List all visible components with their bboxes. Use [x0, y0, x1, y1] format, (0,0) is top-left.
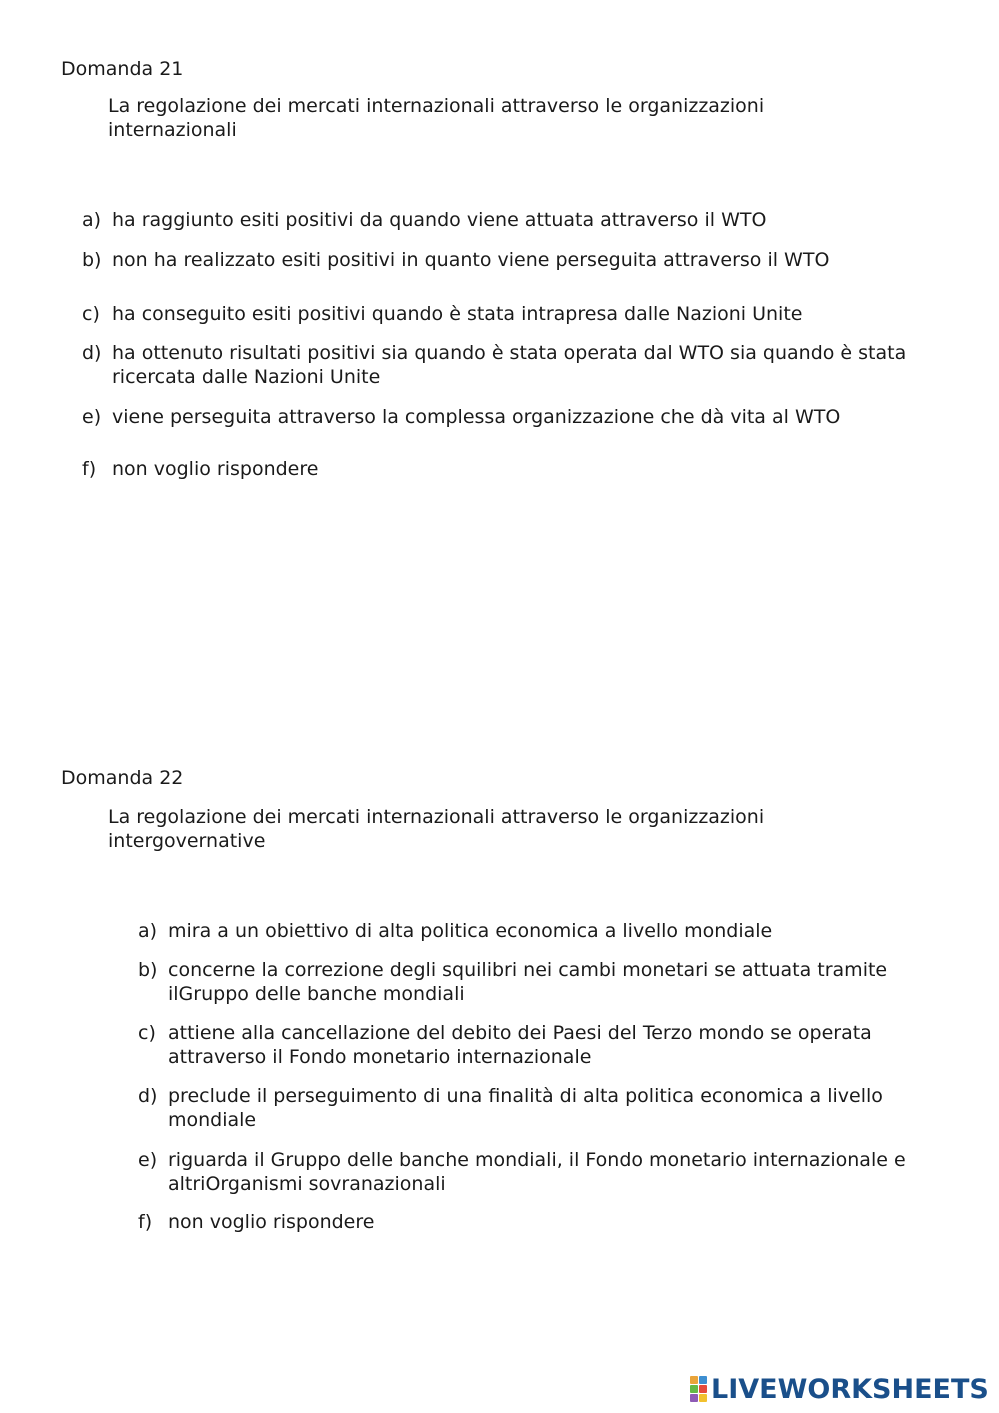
question-21-label: Domanda 21 [61, 58, 184, 80]
question-22-option-a[interactable] [138, 919, 948, 943]
question-21-option-f[interactable] [82, 457, 922, 481]
liveworksheets-logo [690, 1374, 989, 1404]
option-text: non voglio rispondere [168, 1211, 375, 1233]
question-21-option-d[interactable] [82, 341, 922, 389]
question-22-label: Domanda 22 [61, 767, 184, 789]
option-text: mira a un obiettivo di alta politica economica a livello mondiale [168, 920, 773, 942]
question-21-option-e[interactable] [82, 405, 922, 429]
logo-mark-icon [690, 1376, 708, 1402]
question-21-option-c[interactable] [82, 302, 922, 326]
question-22-option-d[interactable] [138, 1084, 948, 1132]
option-letter: f) [82, 458, 97, 480]
question-22-option-f[interactable] [138, 1210, 948, 1234]
option-letter: e) [82, 406, 102, 428]
option-text: riguarda il Gruppo delle banche mondiali, il Fondo monetario internazionale e altriOrganismi sovranazionali [168, 1149, 906, 1195]
option-letter: d) [138, 1085, 158, 1107]
question-22-option-e[interactable] [138, 1148, 948, 1196]
question-22-stem: La regolazione dei mercati internazionali attraverso le organizzazioni intergovernative [108, 806, 765, 852]
question-22-option-b[interactable] [138, 958, 948, 1006]
option-text: ha raggiunto esiti positivi da quando viene attuata attraverso il WTO [112, 209, 767, 231]
option-letter: d) [82, 342, 102, 364]
option-text: ha conseguito esiti positivi quando è stata intrapresa dalle Nazioni Unite [112, 303, 803, 325]
question-22-option-c[interactable] [138, 1021, 948, 1069]
option-text: attiene alla cancellazione del debito dei Paesi del Terzo mondo se operata attraverso il Fondo monetario internazionale [168, 1022, 872, 1068]
option-text: non ha realizzato esiti positivi in quanto viene perseguita attraverso il WTO [112, 249, 830, 271]
option-letter: f) [138, 1211, 153, 1233]
option-letter: a) [138, 920, 158, 942]
question-21-stem: La regolazione dei mercati internazionali attraverso le organizzazioni internazionali [108, 95, 765, 141]
option-letter: c) [138, 1022, 156, 1044]
logo-text: LIVEWORKSHEETS [711, 1373, 989, 1405]
option-letter: a) [82, 209, 102, 231]
option-text: preclude il perseguimento di una finalità di alta politica economica a livello mondiale [168, 1085, 883, 1131]
option-letter: b) [82, 249, 102, 271]
option-letter: c) [82, 303, 100, 325]
option-text: ha ottenuto risultati positivi sia quando è stata operata dal WTO sia quando è stata ricercata dalle Nazioni Unite [112, 342, 907, 388]
option-text: concerne la correzione degli squilibri nei cambi monetari se attuata tramite ilGruppo delle banche mondiali [168, 959, 888, 1005]
option-letter: e) [138, 1149, 158, 1171]
question-21-option-b[interactable] [82, 248, 922, 272]
option-text: viene perseguita attraverso la complessa organizzazione che dà vita al WTO [112, 406, 841, 428]
question-21-option-a[interactable] [82, 208, 922, 232]
option-letter: b) [138, 959, 158, 981]
option-text: non voglio rispondere [112, 458, 319, 480]
